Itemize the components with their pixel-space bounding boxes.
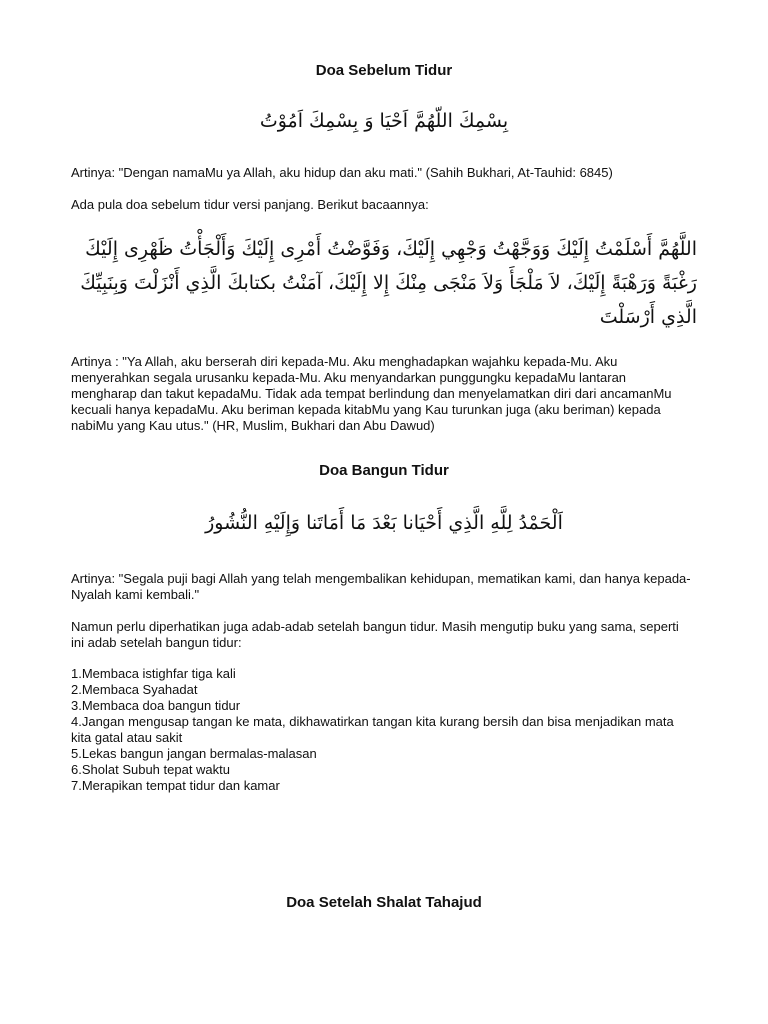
adab-intro: Namun perlu diperhatikan juga adab-adab setelah bangun tidur. Masih mengutip buku yang sama, seperti ini adab setelah bangun tidur:	[71, 619, 679, 650]
artinya-doa-sebelum-tidur: Artinya: "Dengan namaMu ya Allah, aku hidup dan aku mati." (Sahih Bukhari, At-Tauhid: 6845)	[71, 165, 613, 180]
arabic-doa-panjang: اللَّهُمَّ أَسْلَمْتُ إِلَيْكَ وَوَجَّهْتُ وَجْهِي إِلَيْكَ، وَفَوَّضْتُ أَمْرِى إِلَيْكَ وَأَلْجَأْتُ ظَهْرِى إِلَيْكَ رَغْبَةً وَرَهْبَةً إِلَيْكَ، لاَ مَلْجَأَ وَلاَ مَنْجَى مِنْكَ إِلا إِلَيْكَ، آمَنْتُ بكتابكَ الَّذِي أَنْزَلْتَ وَبِنَبِيِّكَ الَّذِي أَرْسَلْتَ	[80, 238, 697, 328]
arabic-doa-sebelum-tidur: بِسْمِكَ اللّهُمَّ اَحْيَا وَ بِسْمِكَ اَمُوْتُ	[259, 110, 509, 132]
list-item: 1.Membaca istighfar tiga kali	[71, 666, 236, 681]
intro-doa-panjang: Ada pula doa sebelum tidur versi panjang. Berikut bacaannya:	[71, 197, 429, 212]
arabic-doa-bangun-tidur: اَلْحَمْدُ لِلَّهِ الَّذِي أَحْيَانا بَعْدَ مَا أَمَاتَنا وَإِلَيْهِ النُّشُورُ	[205, 512, 563, 534]
adab-list	[71, 666, 691, 794]
heading-doa-sebelum-tidur: Doa Sebelum Tidur	[315, 62, 453, 79]
list-item: 5.Lekas bangun jangan bermalas-malasan	[71, 746, 317, 761]
list-item: 2.Membaca Syahadat	[71, 682, 198, 697]
list-item: 7.Merapikan tempat tidur dan kamar	[71, 778, 280, 793]
list-item: 4.Jangan mengusap tangan ke mata, dikhawatirkan tangan kita kurang bersih dan bisa menjadikan mata kita gatal atau sakit	[71, 714, 674, 745]
heading-doa-setelah-tahajud: Doa Setelah Shalat Tahajud	[286, 894, 482, 911]
heading-doa-bangun-tidur: Doa Bangun Tidur	[319, 462, 449, 479]
artinya-doa-bangun-tidur: Artinya: "Segala puji bagi Allah yang telah mengembalikan kehidupan, mematikan kami, dan hanya kepada-Nyalah kami kembali."	[71, 571, 691, 602]
artinya-doa-panjang: Artinya : "Ya Allah, aku berserah diri kepada-Mu. Aku menghadapkan wajahku kepada-Mu. Aku menyerahkan segala urusanku kepada-Mu. Aku menyandarkan punggungku kepadaMu lantaran mengharap dan takut kepadaMu. Tidak ada tempat berlindung dan menyelamatkan diri dari ancamanMu kecuali hanya kepadaMu. Aku beriman kepada kitabMu yang Kau turunkan juga (aku beriman) kepada nabiMu yang Kau utus." (HR, Muslim, Bukhari dan Abu Dawud)	[71, 354, 672, 433]
list-item: 6.Sholat Subuh tepat waktu	[71, 762, 231, 777]
list-item: 3.Membaca doa bangun tidur	[71, 698, 241, 713]
